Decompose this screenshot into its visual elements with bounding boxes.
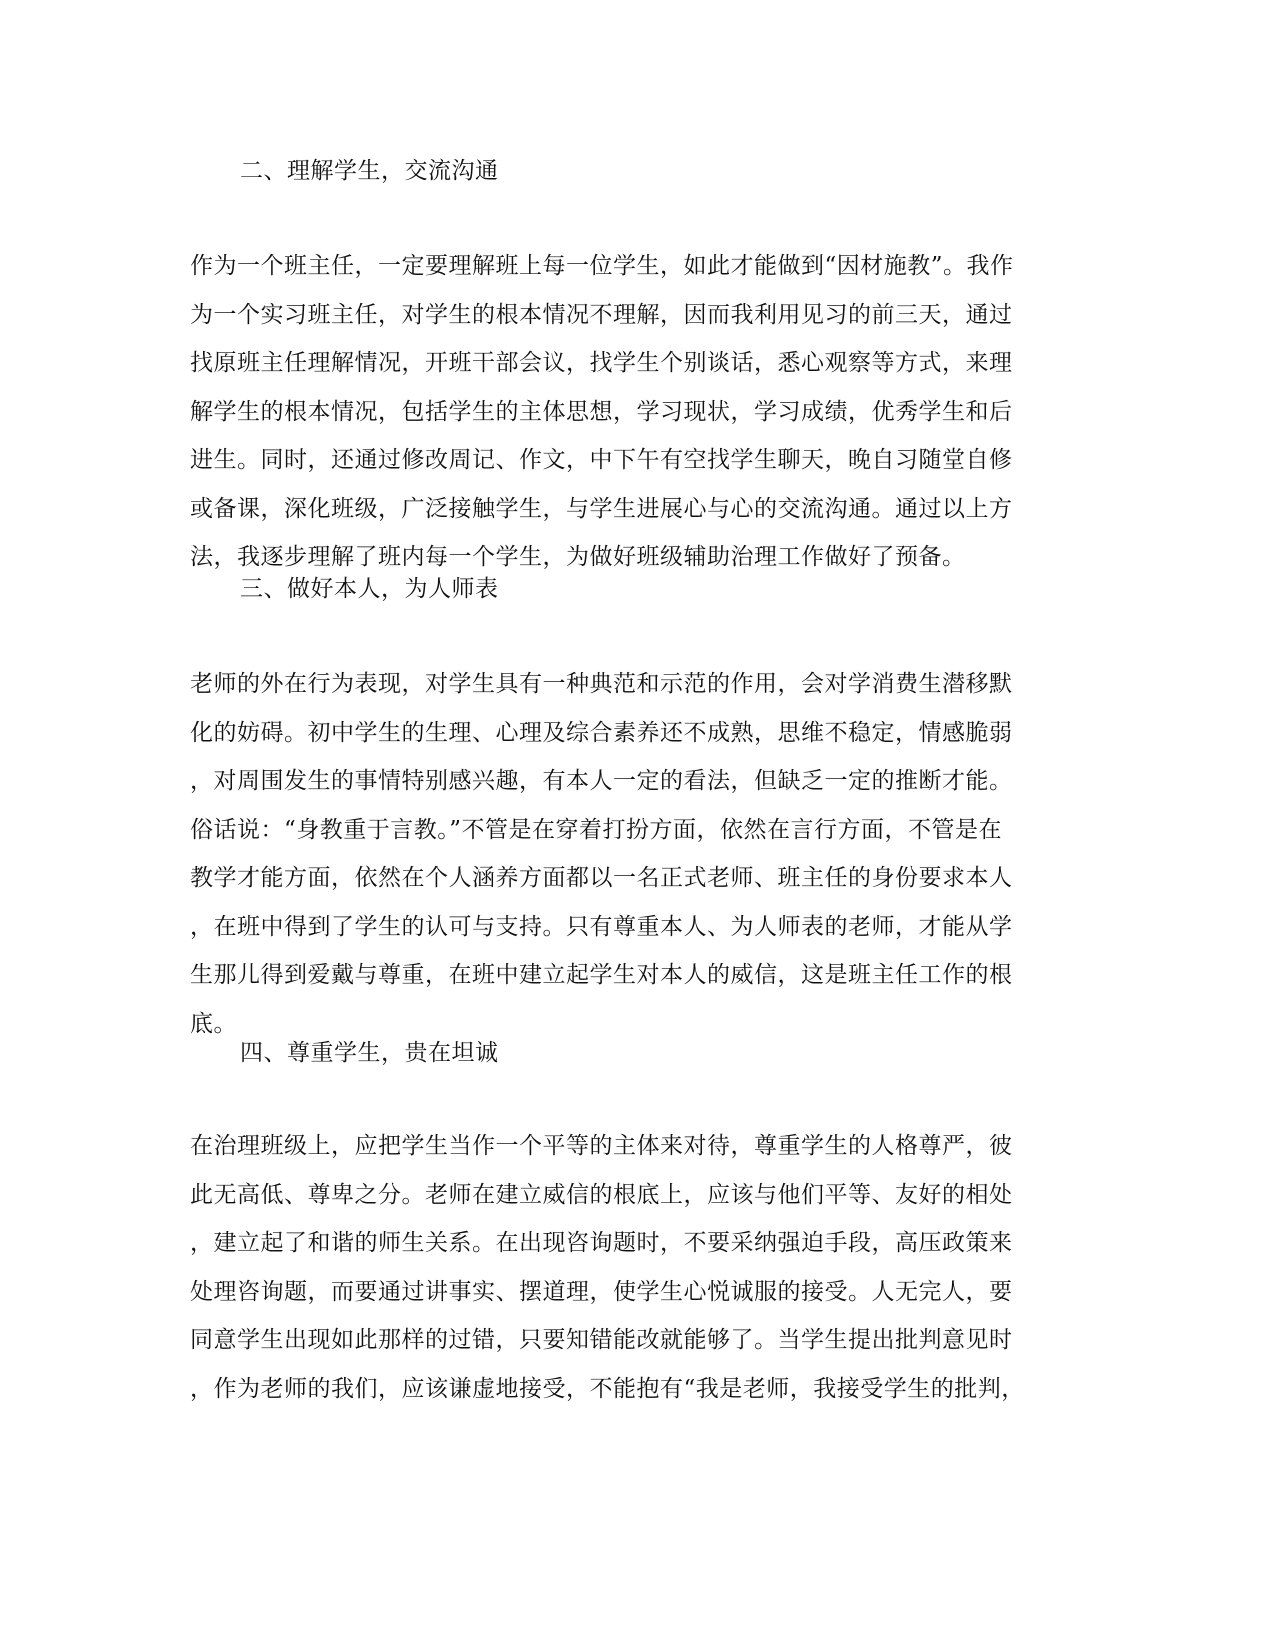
paragraph-line: ，对周围发生的事情特别感兴趣，有本人一定的看法，但缺乏一定的推断才能。 [190,768,1013,794]
section-body-3 [190,660,1070,1048]
section-heading-2: 二、理解学生，交流沟通 [240,158,499,184]
paragraph-line: 法，我逐步理解了班内每一个学生，为做好班级辅助治理工作做好了预备。 [190,544,966,570]
paragraph-line: 同意学生出现如此那样的过错，只要知错能改就能够了。当学生提出批判意见时 [190,1327,1013,1353]
section-body-4 [190,1122,1070,1413]
paragraph-line: 进生。同时，还通过修改周记、作文，中下午有空找学生聊天，晚自习随堂自修 [190,447,1013,473]
paragraph-line: 找原班主任理解情况，开班干部会议，找学生个别谈话，悉心观察等方式，来理 [190,350,1013,376]
paragraph-line: ，建立起了和谐的师生关系。在出现咨询题时，不要采纳强迫手段，高压政策来 [190,1230,1013,1256]
paragraph-line: ，在班中得到了学生的认可与支持。只有尊重本人、为人师表的老师，才能从学 [190,913,1013,940]
section-heading-4: 四、尊重学生，贵在坦诚 [240,1040,499,1066]
paragraph-line: 解学生的根本情况，包括学生的主体思想，学习现状，学习成绩，优秀学生和后 [190,398,1013,425]
paragraph-line: 教学才能方面，依然在个人涵养方面都以一名正式老师、班主任的身份要求本人 [190,865,1013,891]
paragraph-line: 底。 [190,1010,237,1037]
section-body-2 [190,242,1070,582]
paragraph-line: 或备课，深化班级，广泛接触学生，与学生进展心与心的交流沟通。通过以上方 [190,495,1013,522]
paragraph-line: 处理咨询题，而要通过讲事实、摆道理，使学生心悦诚服的接受。人无完人，要 [190,1278,1013,1305]
paragraph-line: 化的妨碍。初中学生的生理、心理及综合素养还不成熟，思维不稳定，情感脆弱 [190,719,1013,746]
paragraph-line: 此无高低、尊卑之分。老师在建立威信的根底上，应该与他们平等、友好的相处 [190,1181,1013,1208]
paragraph-line: ，作为老师的我们，应该谦虚地接受，不能抱有“我是老师，我接受学生的批判， [190,1375,1025,1402]
paragraph-line: 作为一个班主任，一定要理解班上每一位学生，如此才能做到“因材施教”。我作 [190,253,1014,279]
section-heading-3: 三、做好本人，为人师表 [240,576,499,602]
paragraph-line: 老师的外在行为表现，对学生具有一种典范和示范的作用，会对学消费生潜移默 [190,671,1013,697]
paragraph-line: 为一个实习班主任，对学生的根本情况不理解，因而我利用见习的前三天，通过 [190,301,1013,328]
paragraph-line: 生那儿得到爱戴与尊重，在班中建立起学生对本人的威信，这是班主任工作的根 [190,962,1013,988]
paragraph-line: 俗话说：“身教重于言教。”不管是在穿着打扮方面，依然在言行方面，不管是在 [190,816,1003,843]
paragraph-line: 在治理班级上，应把学生当作一个平等的主体来对待，尊重学生的人格尊严，彼 [190,1133,1013,1159]
